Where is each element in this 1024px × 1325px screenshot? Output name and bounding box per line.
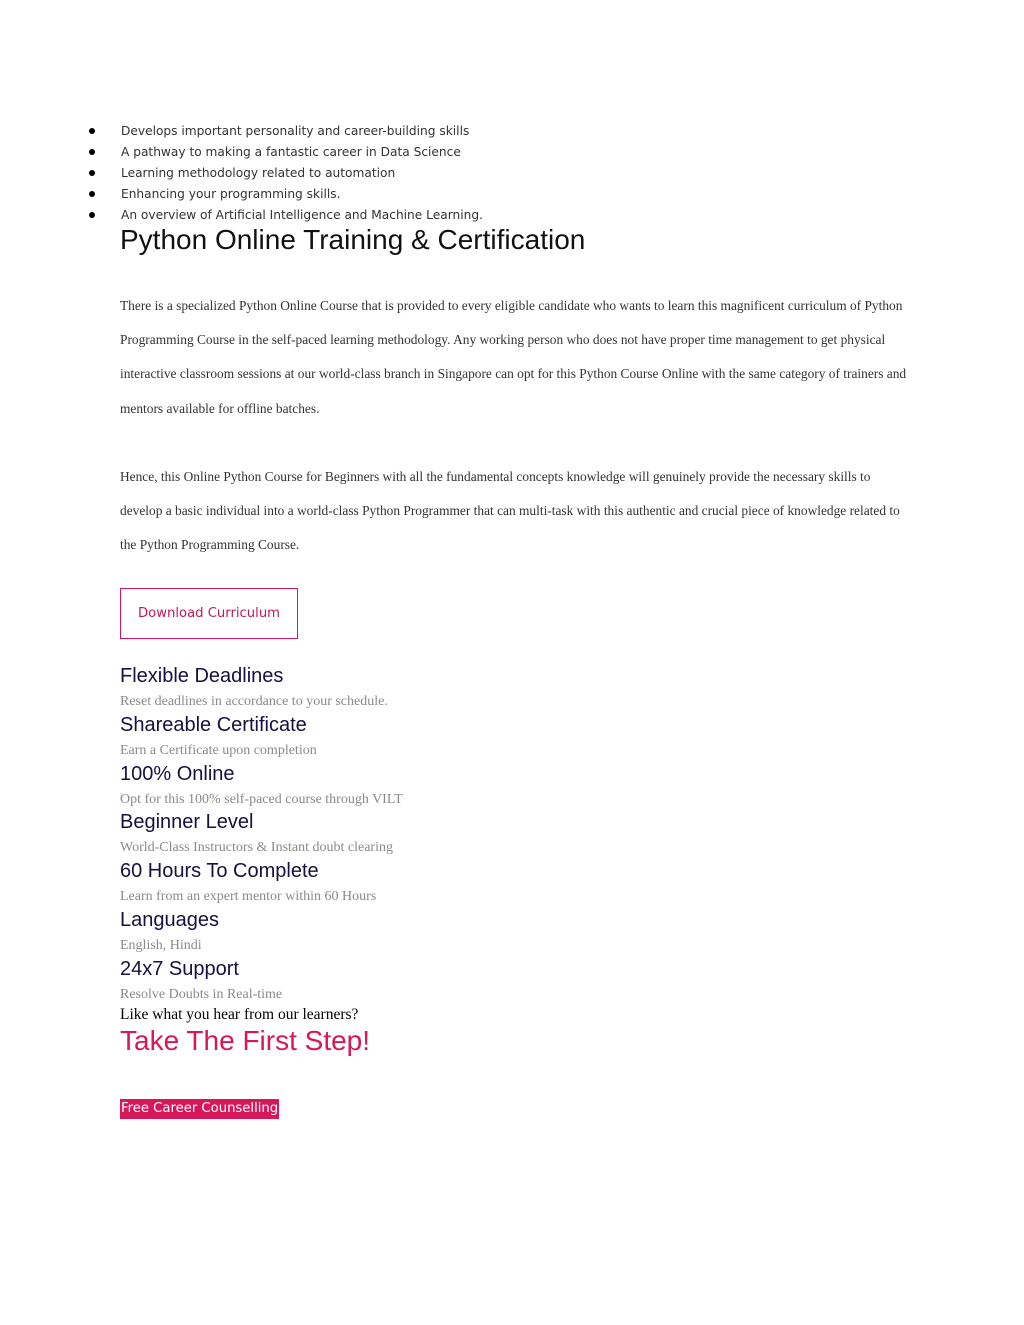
feature-description: Reset deadlines in accordance to your schedule. (120, 694, 388, 709)
feature-description: Resolve Doubts in Real-time (120, 986, 283, 1002)
bullet-icon (89, 149, 95, 155)
cta-heading: Take The First Step! (120, 1025, 371, 1056)
feature-title: Languages (120, 908, 219, 931)
download-curriculum-button[interactable]: Download Curriculum (120, 588, 298, 639)
page-title: Python Online Training & Certification (120, 224, 586, 255)
list-item-text: Enhancing your programming skills. (121, 187, 341, 201)
feature-shareable-certificate (120, 713, 820, 762)
list-item (0, 163, 1024, 184)
feature-description: World-Class Instructors & Instant doubt clearing (120, 840, 393, 856)
learners-prompt: Like what you hear from our learners? (120, 1006, 359, 1023)
feature-flexible-deadlines (120, 664, 820, 713)
feature-duration (120, 859, 820, 908)
feature-online (120, 762, 820, 811)
list-item-text: A pathway to making a fantastic career in Data Science (121, 145, 461, 159)
list-item (0, 121, 1024, 142)
feature-title: Shareable Certificate (120, 713, 307, 736)
bullet-icon (89, 212, 95, 218)
feature-description: Opt for this 100% self-paced course through VILT (120, 791, 403, 807)
feature-description: Earn a Certificate upon completion (120, 742, 317, 758)
feature-beginner-level (120, 810, 820, 859)
intro-paragraph: There is a specialized Python Online Course that is provided to every eligible candidate who wants to learn this magnificent curriculum of Python Programming Course in the self-paced learning methodology. Any working person who does not have proper time management to get physical interactive classroom sessions at our world-class branch in Singapore can opt for this Python Course Online with the same category of trainers and mentors available for offline batches. (120, 298, 907, 416)
feature-title: 60 Hours To Complete (120, 860, 319, 883)
feature-title: 24x7 Support (120, 957, 239, 980)
course-features (120, 664, 820, 1006)
feature-description: Learn from an expert mentor within 60 Hours (120, 889, 377, 905)
list-item-text: Learning methodology related to automation (121, 166, 396, 180)
bullet-icon (89, 128, 95, 134)
bullet-icon (89, 170, 95, 176)
list-item (0, 184, 1024, 205)
bullet-icon (89, 191, 95, 197)
list-item-text: Develops important personality and career-building skills (121, 124, 470, 138)
list-item-text: An overview of Artificial Intelligence and Machine Learning. (121, 208, 483, 222)
feature-description: English, Hindi (120, 937, 202, 953)
free-career-counselling-button[interactable]: Free Career Counselling (120, 1099, 279, 1119)
feature-support (120, 957, 820, 1006)
benefits-list (0, 121, 1024, 226)
feature-title: Flexible Deadlines (120, 665, 284, 687)
list-item (0, 142, 1024, 163)
summary-paragraph: Hence, this Online Python Course for Beginners with all the fundamental concepts knowledge will genuinely provide the necessary skills to develop a basic individual into a world-class Python Programmer that can multi-task with this authentic and crucial piece of knowledge related to the Python Programming Course. (120, 469, 900, 553)
feature-title: Beginner Level (120, 811, 254, 834)
feature-languages (120, 908, 820, 957)
feature-title: 100% Online (120, 762, 235, 785)
